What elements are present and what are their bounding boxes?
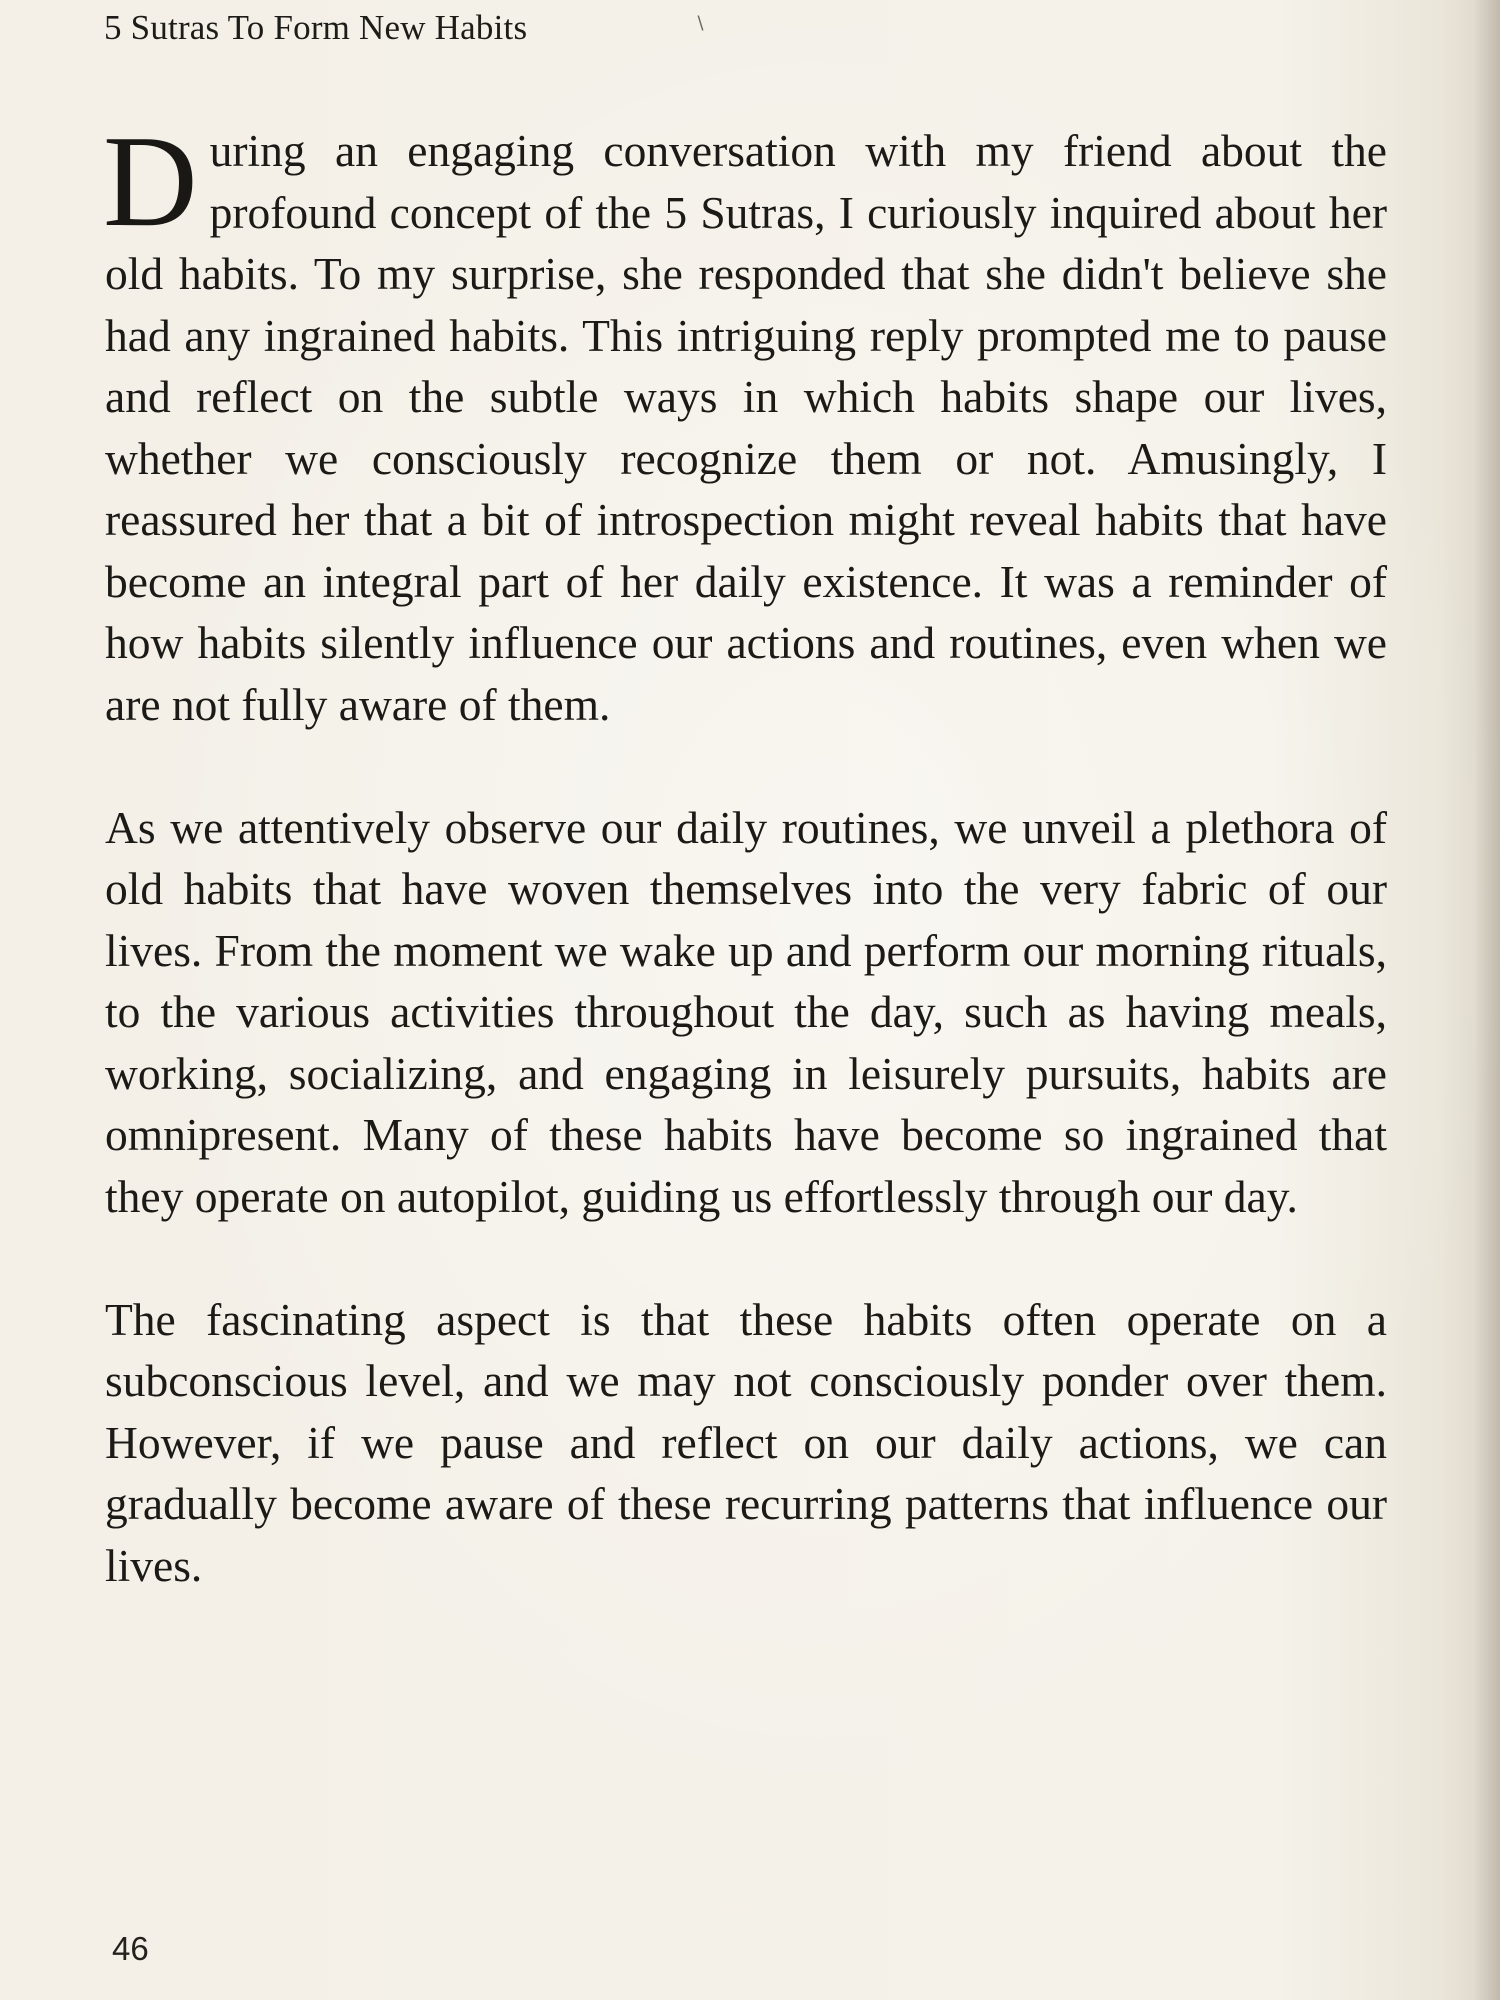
drop-cap: D [103, 109, 198, 254]
ink-mark: ∖ [694, 13, 706, 33]
paragraph-1 [103, 109, 1387, 735]
paragraph-3: The fascinating aspect is that these habits often operate on a subconscious level, and we may not consciously ponder over them. However, if we pause and reflect on our daily actions, we can gradually become aware of these recurring patterns that influence our lives. [105, 1293, 1387, 1591]
page-number: 46 [112, 1930, 149, 1967]
body-text [103, 109, 1387, 1596]
paragraph-2: As we attentively observe our daily routines, we unveil a plethora of old habits that have woven themselves into the very fabric of our lives. From the moment we wake up and perform our morning rituals, to the various activities throughout the day, such as having meals, working, socializing, and engaging in leisurely pursuits, habits are omnipresent. Many of these habits have become so ingrained that they operate on autopilot, guiding us effortlessly through our day. [105, 801, 1387, 1222]
running-header: 5 Sutras To Form New Habits [104, 8, 528, 47]
spine-shadow [1474, 0, 1500, 2000]
paragraph-1-text: uring an engaging conversation with my friend about the profound concept of the 5 Sutras, I curiously inquired about her old habits. To my surprise, she responded that she didn't believe she had any ingrained habits. This intriguing reply prompted me to pause and reflect on the subtle ways in which habits shape our lives, whether we consciously recognize them or not. Amusingly, I reassured her that a bit of introspection might reveal habits that have become an integral part of her daily existence. It was a reminder of how habits silently influence our actions and routines, even when we are not fully aware of them. [105, 125, 1387, 730]
